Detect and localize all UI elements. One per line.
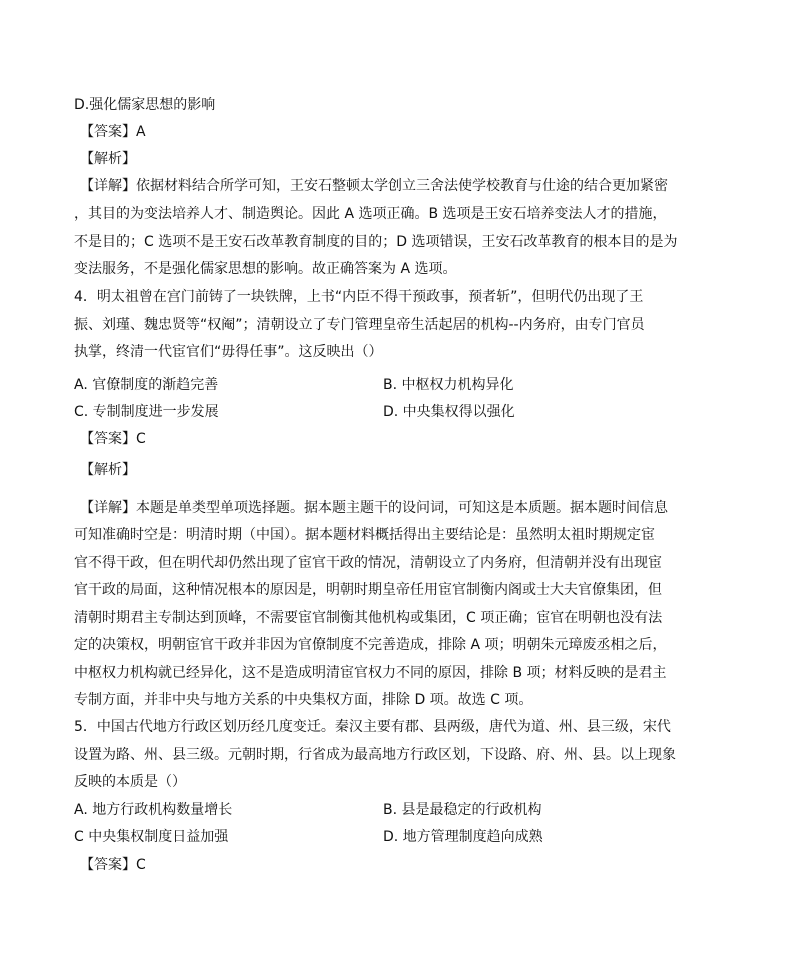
q4-option-d: D. 中央集权得以强化 [383,404,515,420]
q4-option-c: C. 专制制度进一步发展 [74,404,219,420]
q5-answer: 【答案】C [80,857,146,873]
q5-stem-line: 反映的本质是（） [74,774,186,790]
q4-detail-line: 官不得干政，但在明代却仍然出现了宦官干政的情况，清朝设立了内务府，但清朝并没有出现宦 [74,555,662,571]
q3-answer: 【答案】A [80,124,146,140]
q3-detail-line: 不是目的；C 选项不是王安石改革教育制度的目的；D 选项错误，王安石改革教育的根本目的是为 [74,234,678,250]
q4-option-b: B. 中枢权力机构异化 [383,377,514,393]
q5-option-a: A. 地方行政机构数量增长 [74,802,233,818]
q5-stem-line: 设置为路、州、县三级。元朝时期，行省成为最高地方行政区划，下设路、府、州、县。以上现象 [74,747,676,763]
q5-stem-line: 5．中国古代地方行政区划历经几度变迁。秦汉主要有郡、县两级，唐代为道、州、县三级，宋代 [74,719,671,735]
q4-detail-line: 定的决策权，明朝宦官干政并非因为官僚制度不完善造成，排除 A 项；明朝朱元璋废丞相之后， [74,637,667,653]
q3-option-d: D.强化儒家思想的影响 [74,97,216,113]
q5-option-d: D. 地方管理制度趋向成熟 [383,829,543,845]
q4-detail-line: 【详解】本题是单类型单项选择题。据本题主题干的设问词，可知这是本质题。据本题时间信息 [80,500,668,516]
q4-detail-line: 清朝时期君主专制达到顶峰，不需要宦官制衡其他机构或集团，C 项正确；宦官在明朝也没有法 [74,610,663,626]
q4-detail-line: 官干政的局面，这种情况根本的原因是，明朝时期皇帝任用宦官制衡内阁或士大夫官僚集团，但 [74,582,662,598]
q5-option-b: B. 县是最稳定的行政机构 [383,802,542,818]
q5-option-c: C 中央集权制度日益加强 [74,829,229,845]
q3-detail-line: ，其目的为变法培养人才、制造舆论。因此 A 选项正确。B 选项是王安石培养变法人才的措施， [74,206,667,222]
q3-analysis-label: 【解析】 [80,151,136,167]
q4-answer: 【答案】C [80,431,146,447]
q4-detail-line: 可知准确时空是：明清时期（中国）。据本题材料概括得出主要结论是：虽然明太祖时期规定宦 [74,527,655,543]
q4-stem-line: 执掌，终清一代宦官们“毋得任事”。这反映出（） [74,344,383,360]
q4-analysis-label: 【解析】 [80,462,136,478]
q4-detail-line: 专制方面，并非中央与地方关系的中央集权方面，排除 D 项。故选 C 项。 [74,692,533,708]
q3-detail-line: 【详解】依据材料结合所学可知，王安石整顿太学创立三舍法使学校教育与仕途的结合更加紧密 [80,178,668,194]
q4-detail-line: 中枢权力机构就已经异化，这不是造成明清宦官权力不同的原因，排除 B 项；材料反映的是君主 [74,665,667,681]
q4-stem-line: 4．明太祖曾在宫门前铸了一块铁牌，上书“内臣不得干预政事，预者斩”，但明代仍出现了王 [74,289,644,305]
q4-option-a: A. 官僚制度的渐趋完善 [74,377,219,393]
q3-detail-line: 变法服务，不是强化儒家思想的影响。故正确答案为 A 选项。 [74,261,457,277]
q4-stem-line: 振、刘瑾、魏忠贤等“权阉”；清朝设立了专门管理皇帝生活起居的机构--内务府，由专门官员 [74,317,645,333]
